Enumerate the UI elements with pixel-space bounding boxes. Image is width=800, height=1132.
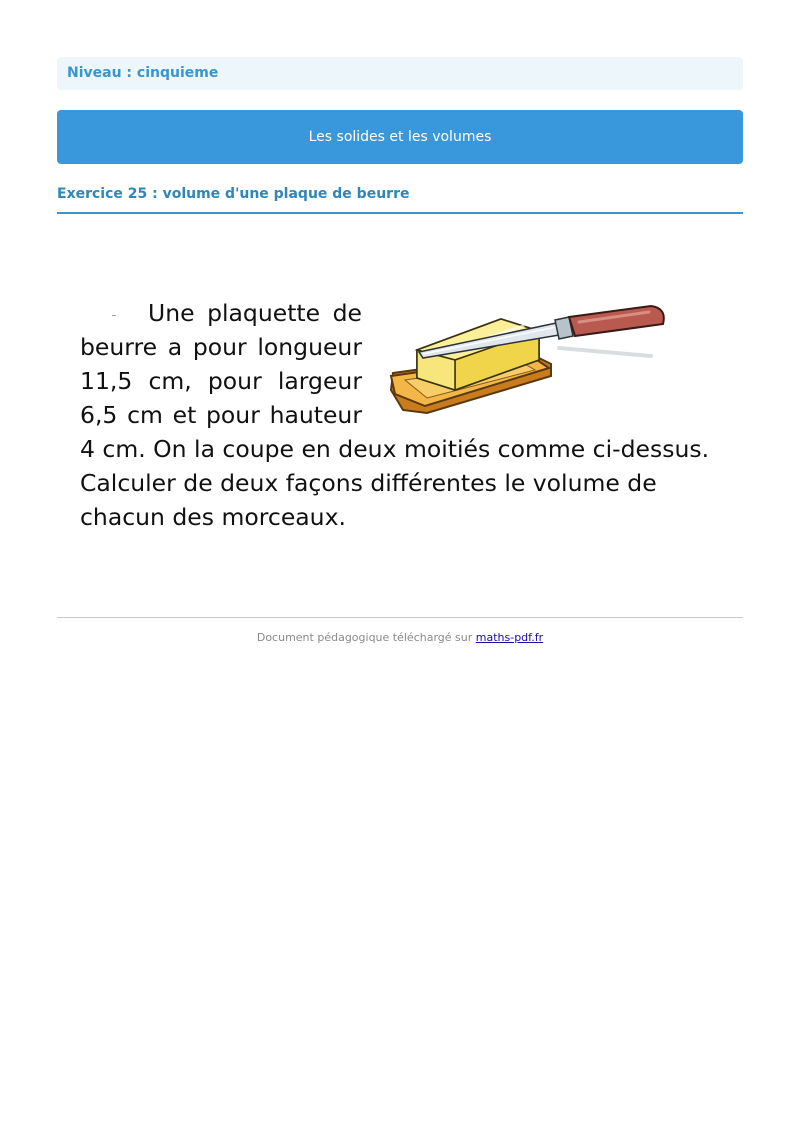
problem-line-1: Une plaquette de [148,299,362,327]
chapter-title: Les solides et les volumes [308,129,492,145]
footer-divider [57,617,743,618]
problem-line-6: Calculer de deux façons différentes le volume de [80,469,657,497]
knife-icon [419,306,664,358]
butter-knife-illustration [383,298,673,423]
level-label: Niveau : cinquieme [67,65,219,81]
footer-text: Document pédagogique téléchargé sur [256,631,476,644]
level-box [57,57,743,90]
exercise-title: Exercice 25 : volume d'une plaque de beurre [57,186,410,202]
problem-line-3: 11,5 cm, pour largeur [80,367,362,395]
exercise-title-underline [57,212,743,214]
problem-line-5: 4 cm. On la coupe en deux moitiés comme ci-dessus. [80,435,710,463]
footer-link[interactable]: maths-pdf.fr [475,631,544,644]
problem-line-2: beurre a pour longueur [80,333,362,361]
footer [57,631,743,644]
chapter-banner [57,110,743,164]
problem-line-7: chacun des morceaux. [80,503,346,531]
problem-line-4: 6,5 cm et pour hauteur [80,401,362,429]
